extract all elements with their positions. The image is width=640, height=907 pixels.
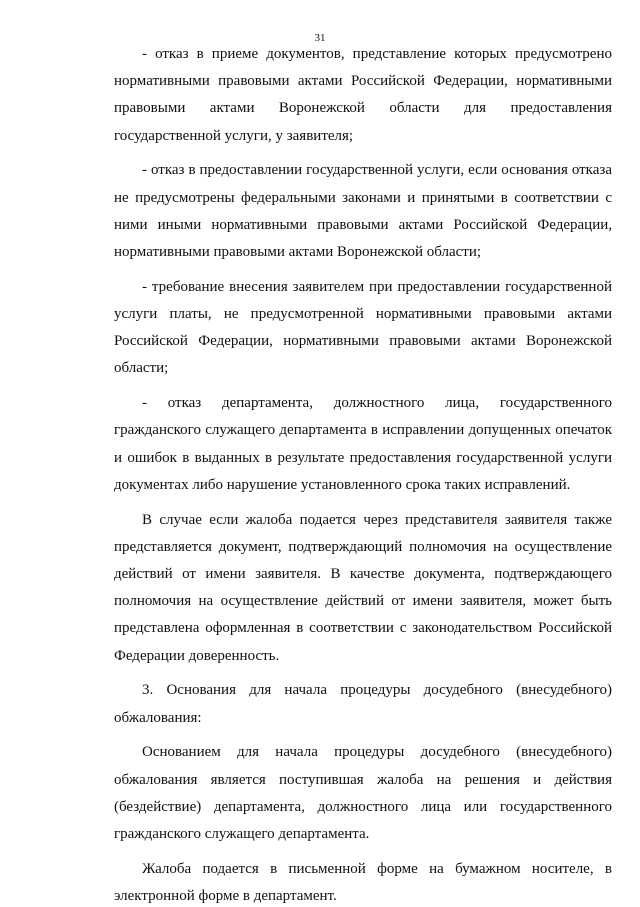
text-line: (бездействие) департамента, должностного лица или государственного — [114, 798, 612, 815]
text-line: государственной услуги, у заявителя; — [114, 127, 354, 144]
text-line: и ошибок в выданных в результате предоставления государственной услуги — [114, 449, 612, 466]
text-line: нормативными правовыми актами Российской Федерации, нормативными — [114, 73, 612, 90]
text-line: полномочия на осуществление действий от имени заявителя, может быть — [114, 593, 612, 610]
text-line: Основанием для начала процедуры досудебного (внесудебного) — [142, 744, 612, 761]
text-line: действий от имени заявителя. В качестве документа, подтверждающего — [114, 566, 612, 582]
text-line: Жалоба подается в письменной форме на бумажном носителе, в — [142, 860, 612, 877]
text-line: - отказ департамента, должностного лица, государственного — [142, 395, 612, 412]
text-line: представляется документ, подтверждающий полномочия на осуществление — [114, 538, 612, 555]
text-line: области; — [114, 360, 169, 377]
text-line: ними иными нормативными правовыми актами Российской Федерации, — [114, 216, 612, 233]
text-line: - требование внесения заявителем при предоставлении государственной — [142, 278, 612, 295]
text-line: - отказ в предоставлении государственной услуги, если основания отказа — [142, 162, 612, 179]
text-line: электронной форме в департамент. — [114, 888, 337, 904]
text-line: правовыми актами Воронежской области для предоставления — [114, 100, 612, 117]
text-line: 3. Основания для начала процедуры досудебного (внесудебного) — [142, 682, 612, 699]
text-line: не предусмотрены федеральными законами и принятыми в соответствии с — [114, 189, 612, 206]
text-line: обжалования: — [114, 709, 202, 726]
text-line: представлена оформленная в соответствии с законодательством Российской — [114, 620, 612, 637]
text-line: Федерации доверенность. — [114, 647, 280, 664]
page-number: 31 — [314, 32, 326, 44]
text-line: документах либо нарушение установленного срока таких исправлений. — [114, 476, 571, 493]
text-line: гражданского служащего департамента в исправлении допущенных опечаток — [114, 422, 612, 439]
text-line: Российской Федерации, нормативными правовыми актами Воронежской — [114, 333, 612, 350]
text-line: В случае если жалоба подается через представителя заявителя также — [142, 511, 612, 528]
text-line: нормативными правовыми актами Воронежской области; — [114, 244, 482, 260]
text-line: услуги платы, не предусмотренной нормативными правовыми актами — [114, 306, 612, 322]
text-line: - отказ в приеме документов, представление которых предусмотрено — [142, 46, 612, 62]
text-line: обжалования является поступившая жалоба на решения и действия — [114, 771, 612, 788]
text-line: гражданского служащего департамента. — [114, 826, 370, 842]
